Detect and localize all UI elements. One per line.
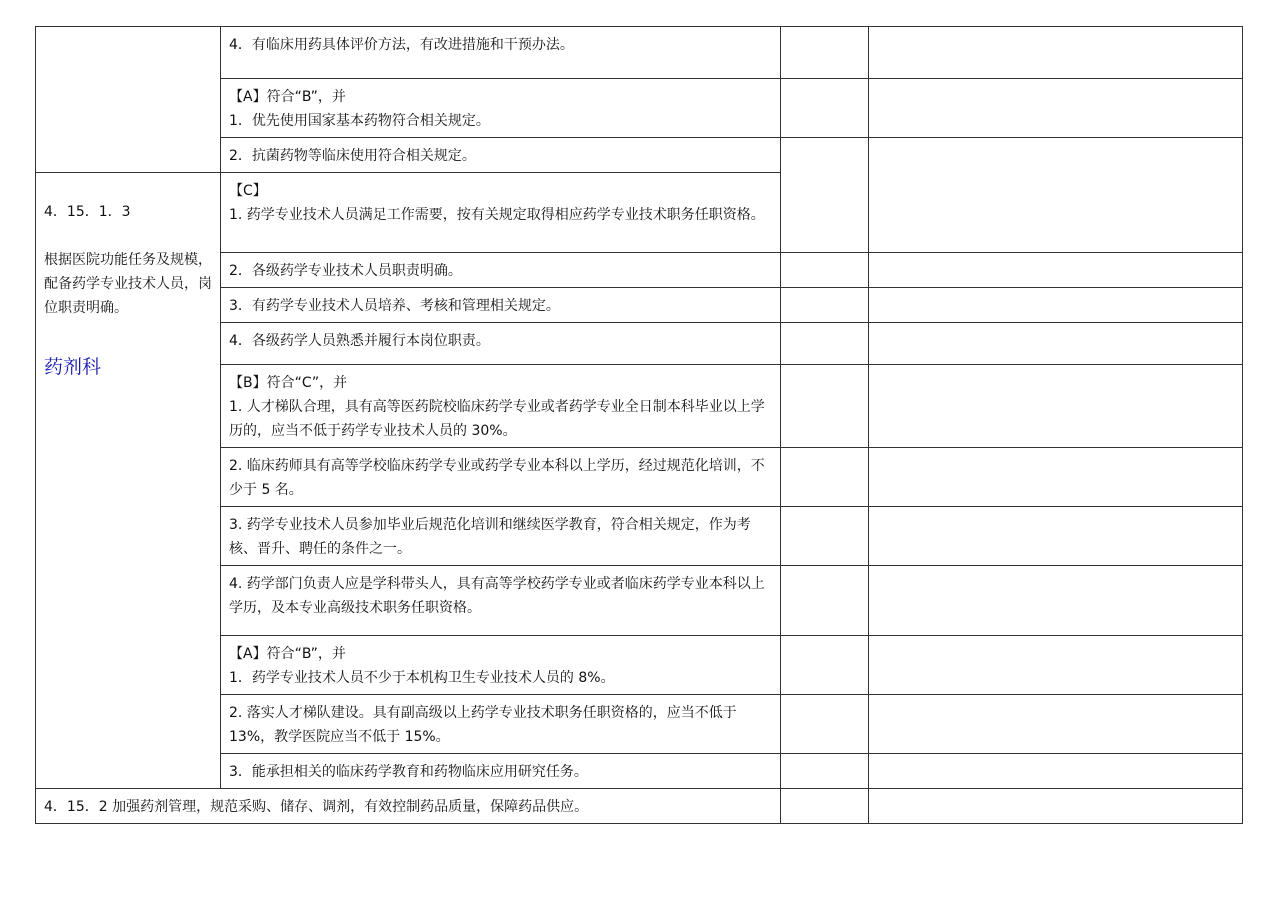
remarks-cell: [869, 253, 1243, 288]
result-cell: [781, 365, 869, 448]
result-cell: [781, 79, 869, 138]
criterion-cell: 3．能承担相关的临床药学教育和药物临床应用研究任务。: [221, 754, 781, 789]
result-cell: [781, 138, 869, 253]
table-row: [36, 789, 1243, 824]
result-cell: [781, 754, 869, 789]
standards-table: [35, 26, 1243, 824]
article-text: 根据医院功能任务及规模，配备药学专业技术人员，岗位职责明确。: [44, 252, 212, 316]
criterion-cell: 4. 药学部门负责人应是学科带头人，具有高等学校药学专业或者临床药学专业本科以上学历，及本专业高级技术职务任职资格。: [221, 566, 781, 636]
result-cell: [781, 789, 869, 824]
criterion-cell: 2．各级药学专业技术人员职责明确。: [221, 253, 781, 288]
criterion-cell: 【A】符合“B”，并 1．药学专业技术人员不少于本机构卫生专业技术人员的 8%。: [221, 636, 781, 695]
criterion-cell: 2. 临床药师具有高等学校临床药学专业或药学专业本科以上学历，经过规范化培训，不少于 5 名。: [221, 448, 781, 507]
remarks-cell: [869, 288, 1243, 323]
result-cell: [781, 695, 869, 754]
criterion-cell: 2．抗菌药物等临床使用符合相关规定。: [221, 138, 781, 173]
criterion-cell: 3．有药学专业技术人员培养、考核和管理相关规定。: [221, 288, 781, 323]
article-4-15-2-cell: 4．15．2 加强药剂管理，规范采购、储存、调剂，有效控制药品质量，保障药品供应。: [36, 789, 781, 824]
result-cell: [781, 253, 869, 288]
criterion-cell: 3. 药学专业技术人员参加毕业后规范化培训和继续医学教育，符合相关规定，作为考核、晋升、聘任的条件之一。: [221, 507, 781, 566]
empty-article-cell: [36, 27, 221, 173]
remarks-cell: [869, 448, 1243, 507]
remarks-cell: [869, 507, 1243, 566]
remarks-cell: [869, 323, 1243, 365]
department-label: 药剂科: [44, 356, 102, 378]
criterion-cell: 【B】符合“C”，并 1. 人才梯队合理，具有高等医药院校临床药学专业或者药学专业全日制本科毕业以上学历的，应当不低于药学专业技术人员的 30%。: [221, 365, 781, 448]
remarks-cell: [869, 79, 1243, 138]
remarks-cell: [869, 138, 1243, 253]
result-cell: [781, 566, 869, 636]
result-cell: [781, 27, 869, 79]
criterion-cell: 2. 落实人才梯队建设。具有副高级以上药学专业技术职务任职资格的，应当不低于 13%，教学医院应当不低于 15%。: [221, 695, 781, 754]
remarks-cell: [869, 636, 1243, 695]
result-cell: [781, 288, 869, 323]
remarks-cell: [869, 365, 1243, 448]
remarks-cell: [869, 27, 1243, 79]
criterion-cell: 【A】符合“B”，并 1．优先使用国家基本药物符合相关规定。: [221, 79, 781, 138]
table-row: [36, 27, 1243, 79]
result-cell: [781, 323, 869, 365]
remarks-cell: [869, 754, 1243, 789]
result-cell: [781, 507, 869, 566]
criterion-cell: 4．各级药学人员熟悉并履行本岗位职责。: [221, 323, 781, 365]
article-number: 4．15．1．3: [44, 204, 131, 220]
result-cell: [781, 636, 869, 695]
remarks-cell: [869, 695, 1243, 754]
criterion-cell: 4．有临床用药具体评价方法，有改进措施和干预办法。: [221, 27, 781, 79]
criterion-cell: 【C】 1. 药学专业技术人员满足工作需要，按有关规定取得相应药学专业技术职务任职资格。: [221, 173, 781, 253]
remarks-cell: [869, 566, 1243, 636]
remarks-cell: [869, 789, 1243, 824]
result-cell: [781, 448, 869, 507]
article-cell: [36, 173, 221, 789]
